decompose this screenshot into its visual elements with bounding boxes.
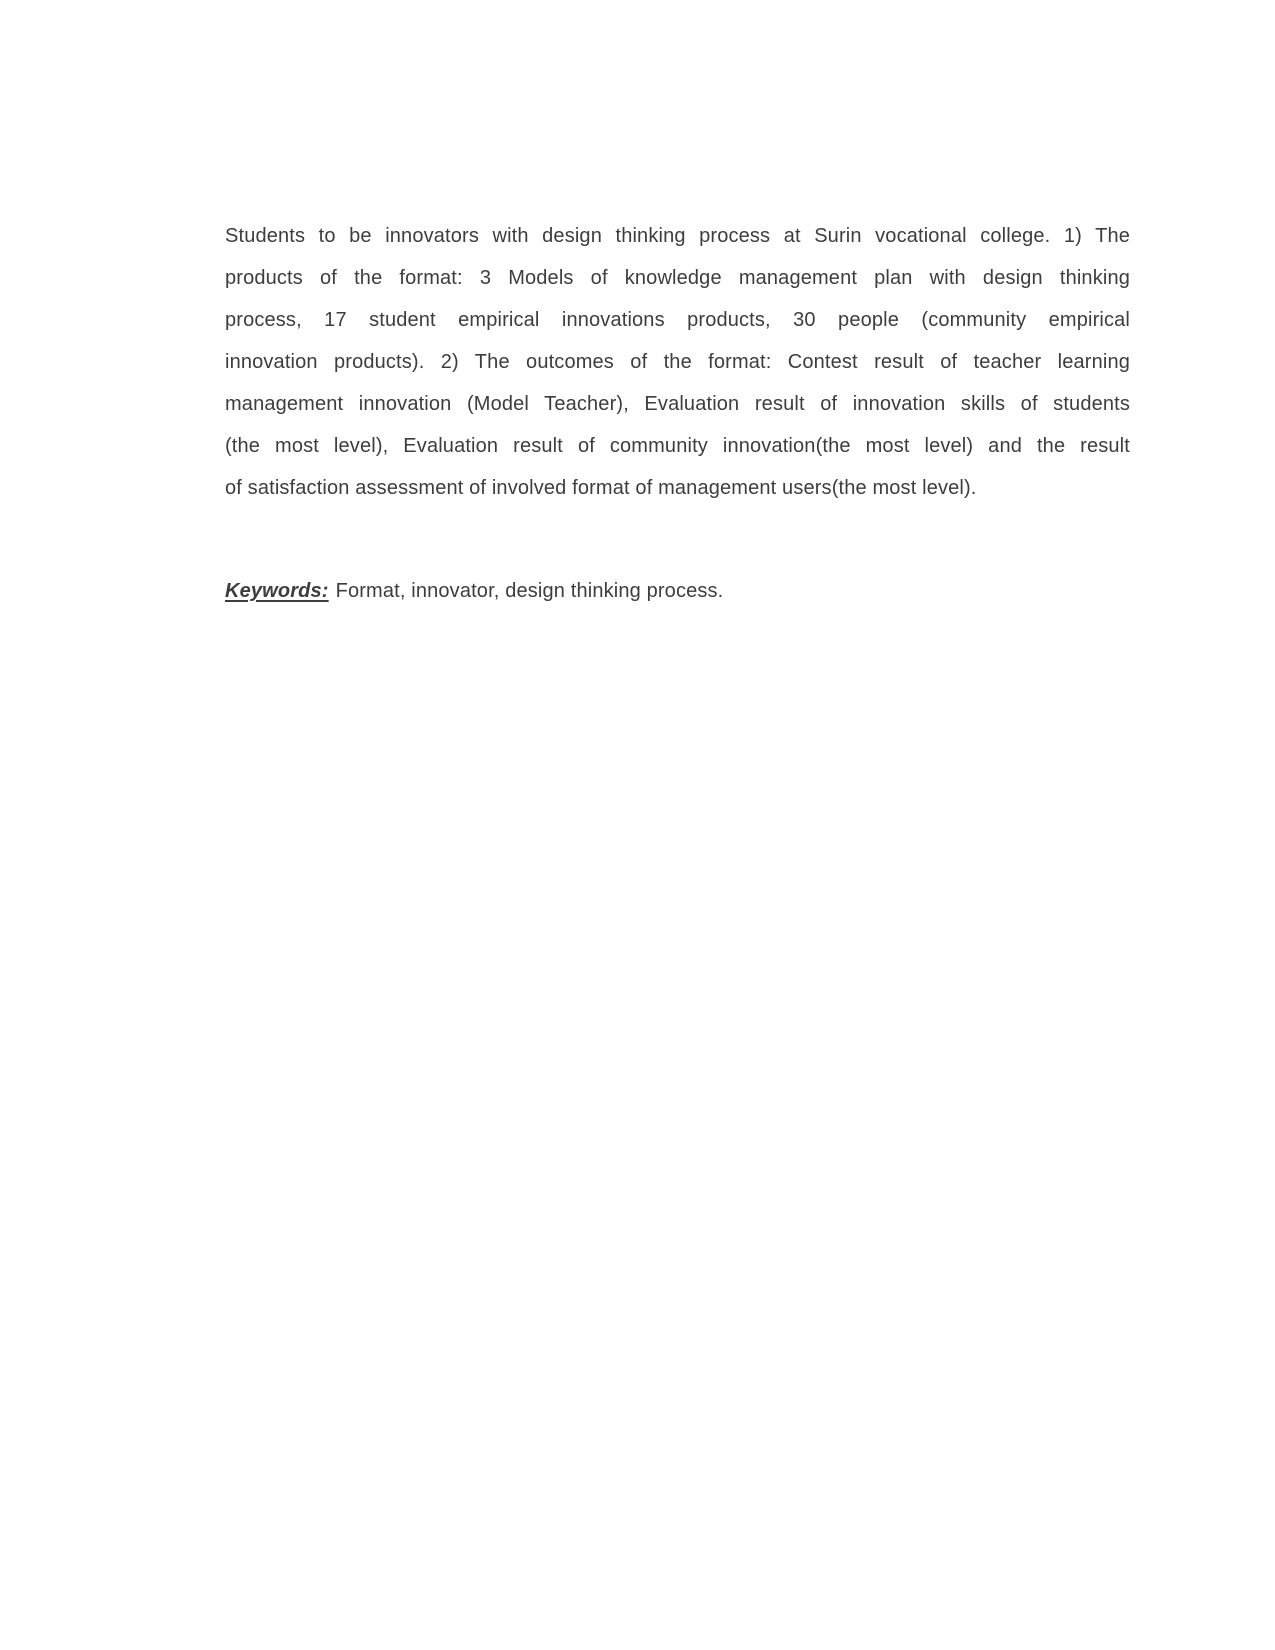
abstract-line: process, 17 student empirical innovations products, 30 people (community empirical (225, 309, 1130, 331)
abstract-paragraph (225, 215, 1130, 509)
abstract-line: management innovation (Model Teacher), Evaluation result of innovation skills of students (225, 393, 1130, 415)
keywords-label: Keywords: (225, 580, 329, 602)
keywords-text: Format, innovator, design thinking process. (335, 580, 724, 602)
abstract-line: of satisfaction assessment of involved format of management users(the most level). (225, 477, 977, 499)
abstract-line: innovation products). 2) The outcomes of the format: Contest result of teacher learning (225, 351, 1130, 373)
abstract-line: (the most level), Evaluation result of community innovation(the most level) and the result (225, 435, 1130, 457)
abstract-line: Students to be innovators with design thinking process at Surin vocational college. 1) The (225, 225, 1130, 247)
keywords-line (225, 570, 1130, 612)
abstract-line: products of the format: 3 Models of knowledge management plan with design thinking (225, 267, 1130, 289)
